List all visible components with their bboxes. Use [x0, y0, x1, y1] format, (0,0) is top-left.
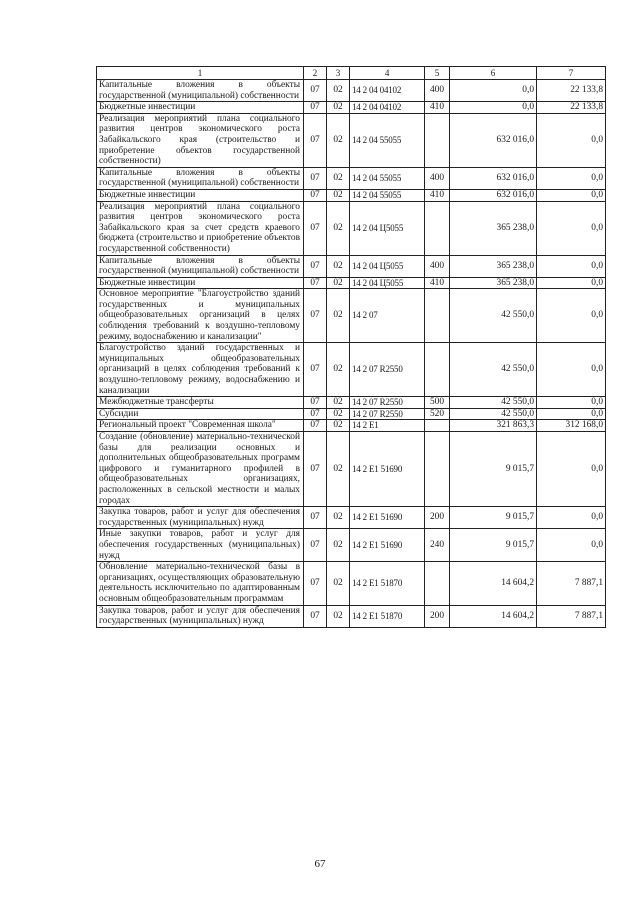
header-row — [97, 67, 606, 80]
row-amount-year-2: 0,0 — [537, 167, 606, 189]
row-name: Региональный проект "Современная школа" — [97, 420, 304, 432]
table-row — [97, 255, 606, 277]
row-expense-type-code: 400 — [425, 255, 450, 277]
table-row — [97, 277, 606, 289]
row-expense-type-code — [425, 562, 450, 605]
row-amount-year-2: 0,0 — [537, 529, 606, 562]
row-amount-year-2: 0,0 — [537, 189, 606, 201]
row-target-code: 14 2 04 55055 — [350, 113, 425, 167]
row-name: Иные закупки товаров, работ и услуг для обеспечения государственных (муниципальных) нужд — [97, 529, 304, 562]
row-subsection-code: 02 — [327, 102, 350, 114]
row-expense-type-code: 410 — [425, 102, 450, 114]
row-target-code: 14 2 04 55055 — [350, 167, 425, 189]
table-row — [97, 167, 606, 189]
row-name: Капитальные вложения в объекты государственной (муниципальной) собственности — [97, 255, 304, 277]
row-amount-year-2: 0,0 — [537, 408, 606, 420]
row-amount-year-2: 0,0 — [537, 507, 606, 529]
table-row — [97, 432, 606, 507]
row-expense-type-code — [425, 420, 450, 432]
row-section-code: 07 — [304, 189, 327, 201]
table-row — [97, 507, 606, 529]
row-amount-year-1: 14 604,2 — [450, 605, 537, 627]
row-amount-year-2: 0,0 — [537, 255, 606, 277]
row-amount-year-1: 42 550,0 — [450, 408, 537, 420]
col-header-5: 5 — [425, 67, 450, 80]
row-expense-type-code: 200 — [425, 605, 450, 627]
row-amount-year-1: 632 016,0 — [450, 189, 537, 201]
row-expense-type-code: 400 — [425, 167, 450, 189]
row-name: Капитальные вложения в объекты государственной (муниципальной) собственности — [97, 80, 304, 102]
row-subsection-code: 02 — [327, 432, 350, 507]
row-expense-type-code — [425, 432, 450, 507]
row-expense-type-code — [425, 343, 450, 397]
row-target-code: 14 2 04 Ц5055 — [350, 277, 425, 289]
row-section-code: 07 — [304, 289, 327, 343]
row-amount-year-1: 9 015,7 — [450, 432, 537, 507]
row-target-code: 14 2 07 — [350, 289, 425, 343]
row-expense-type-code: 200 — [425, 507, 450, 529]
table-row — [97, 529, 606, 562]
row-target-code: 14 2 E1 51870 — [350, 562, 425, 605]
table-row — [97, 201, 606, 255]
row-target-code: 14 2 04 04102 — [350, 102, 425, 114]
row-target-code: 14 2 04 04102 — [350, 80, 425, 102]
row-subsection-code: 02 — [327, 562, 350, 605]
row-expense-type-code: 400 — [425, 80, 450, 102]
row-target-code: 14 2 E1 51690 — [350, 432, 425, 507]
row-section-code: 07 — [304, 80, 327, 102]
row-expense-type-code — [425, 201, 450, 255]
row-name: Капитальные вложения в объекты государственной (муниципальной) собственности — [97, 167, 304, 189]
row-expense-type-code: 240 — [425, 529, 450, 562]
page-number: 67 — [314, 858, 326, 870]
row-name: Бюджетные инвестиции — [97, 277, 304, 289]
row-amount-year-1: 9 015,7 — [450, 507, 537, 529]
row-section-code: 07 — [304, 277, 327, 289]
table-row — [97, 289, 606, 343]
row-amount-year-1: 42 550,0 — [450, 289, 537, 343]
row-subsection-code: 02 — [327, 605, 350, 627]
row-amount-year-1: 365 238,0 — [450, 277, 537, 289]
row-section-code: 07 — [304, 102, 327, 114]
table-row — [97, 397, 606, 409]
row-subsection-code: 02 — [327, 201, 350, 255]
row-name: Обновление материально-технической базы в организациях, осуществляющих образовательную деятельность исключительно по адаптированным основным общеобразовательным программам — [97, 562, 304, 605]
table-row — [97, 562, 606, 605]
row-name: Межбюджетные трансферты — [97, 397, 304, 409]
row-name: Закупка товаров, работ и услуг для обеспечения государственных (муниципальных) нужд — [97, 507, 304, 529]
row-amount-year-1: 42 550,0 — [450, 343, 537, 397]
row-name: Субсидии — [97, 408, 304, 420]
table-row — [97, 343, 606, 397]
row-name: Благоустройство зданий государственных и муниципальных общеобразовательных организаций в целях соблюдения требований к воздушно-тепловому режиму, водоснабжению и канализации — [97, 343, 304, 397]
row-amount-year-2: 22 133,8 — [537, 80, 606, 102]
row-section-code: 07 — [304, 432, 327, 507]
row-section-code: 07 — [304, 343, 327, 397]
row-subsection-code: 02 — [327, 408, 350, 420]
row-name: Создание (обновление) материально-технической базы для реализации основных и дополнительных общеобразовательных программ цифрового и гуманитарного профилей в общеобразовательных организациях, расположенных в сельской местности и малых городах — [97, 432, 304, 507]
row-expense-type-code: 520 — [425, 408, 450, 420]
row-expense-type-code — [425, 289, 450, 343]
col-header-1: 1 — [97, 67, 304, 80]
row-target-code: 14 2 04 Ц5055 — [350, 255, 425, 277]
row-section-code: 07 — [304, 562, 327, 605]
row-section-code: 07 — [304, 201, 327, 255]
row-target-code: 14 2 07 R2550 — [350, 408, 425, 420]
row-amount-year-2: 0,0 — [537, 432, 606, 507]
table-row — [97, 408, 606, 420]
row-amount-year-1: 632 016,0 — [450, 167, 537, 189]
row-target-code: 14 2 07 R2550 — [350, 397, 425, 409]
row-target-code: 14 2 E1 — [350, 420, 425, 432]
row-section-code: 07 — [304, 529, 327, 562]
col-header-3: 3 — [327, 67, 350, 80]
table-row — [97, 605, 606, 627]
row-subsection-code: 02 — [327, 507, 350, 529]
row-target-code: 14 2 04 Ц5055 — [350, 201, 425, 255]
col-header-7: 7 — [537, 67, 606, 80]
row-section-code: 07 — [304, 167, 327, 189]
row-subsection-code: 02 — [327, 113, 350, 167]
row-section-code: 07 — [304, 420, 327, 432]
row-subsection-code: 02 — [327, 343, 350, 397]
table-row — [97, 420, 606, 432]
row-amount-year-1: 14 604,2 — [450, 562, 537, 605]
row-amount-year-1: 321 863,3 — [450, 420, 537, 432]
row-subsection-code: 02 — [327, 277, 350, 289]
row-expense-type-code: 410 — [425, 189, 450, 201]
row-target-code: 14 2 E1 51690 — [350, 507, 425, 529]
row-name: Бюджетные инвестиции — [97, 189, 304, 201]
table-body — [97, 80, 606, 628]
row-target-code: 14 2 E1 51870 — [350, 605, 425, 627]
row-target-code: 14 2 04 55055 — [350, 189, 425, 201]
row-amount-year-2: 0,0 — [537, 343, 606, 397]
row-section-code: 07 — [304, 113, 327, 167]
row-expense-type-code: 500 — [425, 397, 450, 409]
table-row — [97, 113, 606, 167]
row-amount-year-2: 7 887,1 — [537, 562, 606, 605]
col-header-4: 4 — [350, 67, 425, 80]
row-name: Реализация мероприятий плана социального развития центров экономического роста Забайкальского края за счет средств краевого бюджета (строительство и приобретение объектов государственной собственности) — [97, 201, 304, 255]
row-subsection-code: 02 — [327, 167, 350, 189]
row-target-code: 14 2 07 R2550 — [350, 343, 425, 397]
row-subsection-code: 02 — [327, 189, 350, 201]
row-amount-year-2: 0,0 — [537, 113, 606, 167]
row-subsection-code: 02 — [327, 289, 350, 343]
table-row — [97, 189, 606, 201]
col-header-6: 6 — [450, 67, 537, 80]
row-amount-year-2: 0,0 — [537, 397, 606, 409]
budget-table — [96, 66, 606, 628]
row-section-code: 07 — [304, 507, 327, 529]
row-section-code: 07 — [304, 397, 327, 409]
row-amount-year-1: 0,0 — [450, 80, 537, 102]
row-amount-year-2: 0,0 — [537, 201, 606, 255]
row-amount-year-1: 365 238,0 — [450, 201, 537, 255]
row-name: Основное мероприятие "Благоустройство зданий государственных и муниципальных общеобразовательных организаций в целях соблюдения требований к воздушно-тепловому режиму, водоснабжению и канализации" — [97, 289, 304, 343]
row-amount-year-2: 312 168,0 — [537, 420, 606, 432]
row-name: Закупка товаров, работ и услуг для обеспечения государственных (муниципальных) нужд — [97, 605, 304, 627]
table-row — [97, 102, 606, 114]
row-target-code: 14 2 E1 51690 — [350, 529, 425, 562]
row-subsection-code: 02 — [327, 529, 350, 562]
row-amount-year-2: 0,0 — [537, 277, 606, 289]
row-amount-year-2: 7 887,1 — [537, 605, 606, 627]
row-amount-year-1: 42 550,0 — [450, 397, 537, 409]
row-name: Бюджетные инвестиции — [97, 102, 304, 114]
row-subsection-code: 02 — [327, 255, 350, 277]
row-subsection-code: 02 — [327, 420, 350, 432]
row-name: Реализация мероприятий плана социального развития центров экономического роста Забайкальского края (строительство и приобретение объектов государственной собственности) — [97, 113, 304, 167]
row-amount-year-1: 9 015,7 — [450, 529, 537, 562]
row-expense-type-code — [425, 113, 450, 167]
row-amount-year-1: 0,0 — [450, 102, 537, 114]
row-section-code: 07 — [304, 255, 327, 277]
row-amount-year-1: 365 238,0 — [450, 255, 537, 277]
table-row — [97, 80, 606, 102]
row-section-code: 07 — [304, 605, 327, 627]
row-subsection-code: 02 — [327, 80, 350, 102]
row-expense-type-code: 410 — [425, 277, 450, 289]
row-section-code: 07 — [304, 408, 327, 420]
row-amount-year-2: 0,0 — [537, 289, 606, 343]
row-subsection-code: 02 — [327, 397, 350, 409]
col-header-2: 2 — [304, 67, 327, 80]
row-amount-year-1: 632 016,0 — [450, 113, 537, 167]
row-amount-year-2: 22 133,8 — [537, 102, 606, 114]
